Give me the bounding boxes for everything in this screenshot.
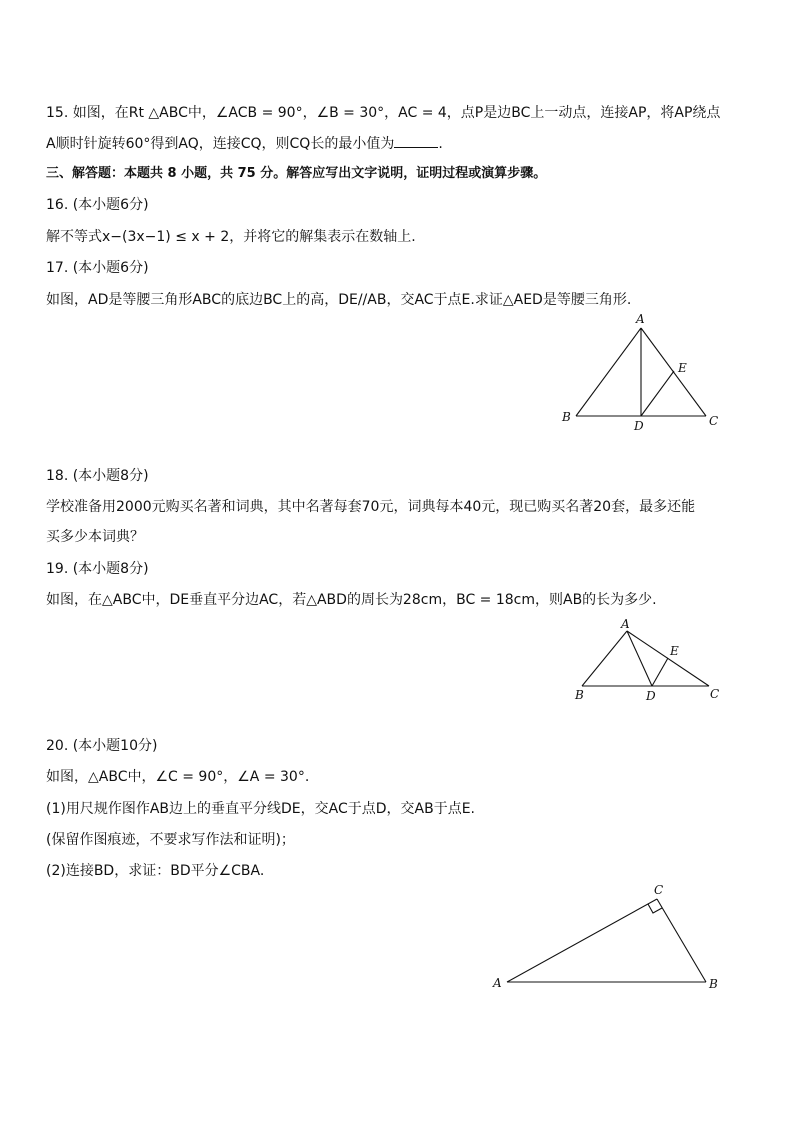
section-3-heading: 三、解答题：本题共 8 小题，共 75 分。解答应写出文字说明，证明过程或演算步骤。 <box>46 166 547 181</box>
q20-label-b: B <box>709 977 718 991</box>
q17-label-e: E <box>678 361 687 375</box>
q17-label-c: C <box>709 414 719 428</box>
right-angle-mark <box>648 904 662 913</box>
q17-text: 如图，AD是等腰三角形ABC的底边BC上的高，DE//AB，交AC于点E.求证△AED是等腰三角形. <box>46 292 632 308</box>
q19-label-e: E <box>670 644 679 658</box>
q19-label-a: A <box>621 617 630 631</box>
q16-header: 16. (本小题6分) <box>46 197 149 213</box>
q20-line4: (2)连接BD，求证：BD平分∠CBA. <box>46 863 265 879</box>
q19-label-d: D <box>646 689 656 703</box>
q20-label-a: A <box>493 976 502 990</box>
q16-text: 解不等式x−(3x−1) ≤ x + 2，并将它的解集表示在数轴上. <box>46 229 416 245</box>
q15-line2-period: . <box>438 136 443 152</box>
q20-line2: (1)用尺规作图作AB边上的垂直平分线DE，交AC于点D，交AB于点E. <box>46 801 476 817</box>
q20-label-c: C <box>654 883 664 897</box>
q19-label-c: C <box>710 687 720 701</box>
q15-line2-text: A顺时针旋转60°得到AQ，连接CQ，则CQ长的最小值为 <box>46 136 395 152</box>
q17-label-b: B <box>562 410 571 424</box>
q19-label-b: B <box>575 688 584 702</box>
q20-line1: 如图，△ABC中，∠C = 90°，∠A = 30°. <box>46 769 310 785</box>
q18-line2: 买多少本词典？ <box>46 529 144 545</box>
q19-text: 如图，在△ABC中，DE垂直平分边AC，若△ABD的周长为28cm，BC = 18cm，则AB的长为多少. <box>46 592 657 608</box>
q18-line1: 学校准备用2000元购买名著和词典，其中名著每套70元，词典每本40元，现已购买名著20套，最多还能 <box>46 499 696 515</box>
q20-segment-ac <box>507 899 657 982</box>
q20-segment-cb <box>657 899 706 982</box>
q17-label-d: D <box>634 419 644 433</box>
q20-header: 20. (本小题10分) <box>46 738 158 754</box>
q19-header: 19. (本小题8分) <box>46 561 149 577</box>
q17-label-a: A <box>636 312 645 326</box>
q20-line3: (保留作图痕迹，不要求写作法和证明)； <box>46 832 295 848</box>
q15-line1: 15. 如图，在Rt △ABC中，∠ACB = 90°，∠B = 30°，AC = 4，点P是边BC上一动点，连接AP，将AP绕点 <box>46 105 721 121</box>
q17-header: 17. (本小题6分) <box>46 260 149 276</box>
q18-header: 18. (本小题8分) <box>46 468 149 484</box>
